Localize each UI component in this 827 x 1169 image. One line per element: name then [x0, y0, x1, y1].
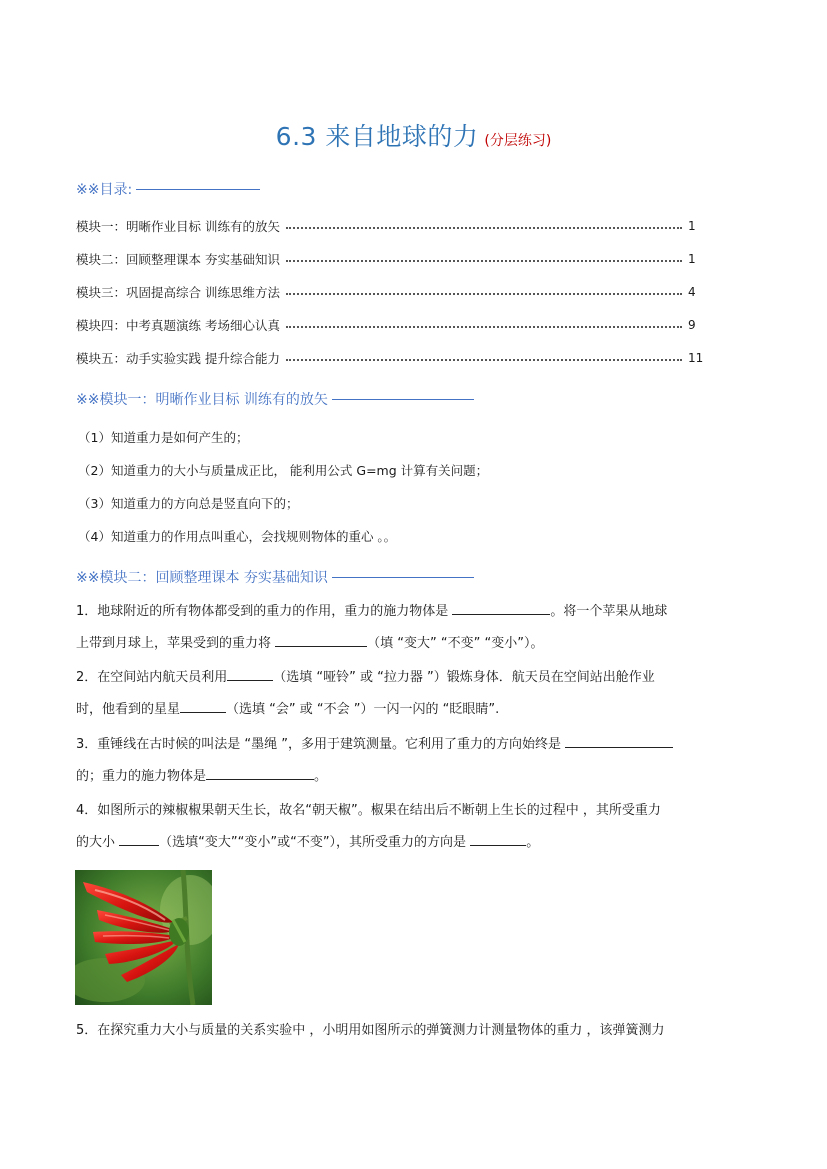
question-text: 2．在空间站内航天员利用 [76, 670, 228, 685]
chili-pepper-illustration [75, 870, 212, 1005]
toc-item-page: 1 [688, 252, 696, 266]
objective-item: （3）知道重力的方向总是竖直向下的； [78, 496, 299, 511]
answer-blank[interactable] [452, 600, 550, 615]
question-text: 。 [314, 769, 328, 784]
question-text: 的；重力的施力物体是 [76, 769, 207, 784]
chili-pepper-image [75, 870, 212, 1005]
toc-item[interactable] [76, 315, 706, 335]
question-text: （填 “变大” “不变” “变小”）。 [367, 636, 544, 651]
toc-item-label: 模块二：回顾整理课本 夯实基础知识 [76, 252, 280, 267]
question-text: （选填 “哑铃” 或 “拉力器 ”）锻炼身体．航天员在空间站出舱作业 [273, 670, 655, 685]
toc-item-page: 1 [688, 219, 696, 233]
question-5 [76, 1015, 756, 1047]
question-4 [76, 795, 756, 859]
toc-heading-text: ※※目录: [76, 182, 133, 198]
answer-blank[interactable] [119, 831, 159, 846]
answer-blank[interactable] [180, 698, 226, 713]
toc-leader-dots [286, 359, 682, 361]
question-1 [76, 596, 756, 660]
question-text: 4．如图所示的辣椒椒果朝天生长，故名“朝天椒”。椒果在结出后不断朝上生长的过程中 ，其所受重力 [76, 803, 661, 818]
module2-heading [76, 567, 474, 587]
answer-blank[interactable] [227, 666, 273, 681]
question-text: 3．重锤线在古时候的叫法是 “墨绳 ”，多用于建筑测量。它利用了重力的方向始终是 [76, 737, 562, 752]
toc-leader-dots [286, 326, 682, 328]
question-text: 5．在探究重力大小与质量的关系实验中 ，小明用如图所示的弹簧测力计测量物体的重力 ，该弹簧测力 [76, 1023, 665, 1038]
question-3 [76, 729, 756, 793]
toc-item-page: 4 [688, 285, 696, 299]
toc-item-label: 模块五：动手实验实践 提升综合能力 [76, 351, 280, 366]
toc-leader-dots [286, 260, 682, 262]
title-subtitle: (分层练习) [484, 133, 552, 149]
answer-blank[interactable] [206, 765, 314, 780]
toc-item[interactable] [76, 216, 706, 236]
toc-heading-rule [136, 189, 260, 190]
objective-item: （1）知道重力是如何产生的； [78, 430, 249, 445]
module1-heading [76, 389, 474, 409]
toc-item-label: 模块三：巩固提高综合 训练思维方法 [76, 285, 280, 300]
toc-item-label: 模块一：明晰作业目标 训练有的放矢 [76, 219, 280, 234]
toc-heading [76, 179, 260, 199]
question-text: 时，他看到的星星 [76, 702, 181, 717]
toc-item[interactable] [76, 282, 706, 302]
question-2 [76, 662, 756, 726]
module1-heading-text: ※※模块一：明晰作业目标 训练有的放矢 [76, 392, 328, 408]
toc-item-page: 11 [688, 351, 704, 365]
question-text: 的大小 [76, 835, 120, 850]
toc-leader-dots [286, 293, 682, 295]
answer-blank[interactable] [565, 733, 673, 748]
question-text: 。将一个苹果从地球 [550, 604, 668, 619]
toc-item-page: 9 [688, 318, 696, 332]
question-text: 。 [526, 835, 540, 850]
answer-blank[interactable] [470, 831, 526, 846]
answer-blank[interactable] [275, 632, 367, 647]
toc-item-label: 模块四：中考真题演练 考场细心认真 [76, 318, 280, 333]
objective-item: （4）知道重力的作用点叫重心，会找规则物体的重心 。。 [78, 529, 397, 544]
question-text: 1．地球附近的所有物体都受到的重力的作用，重力的施力物体是 [76, 604, 449, 619]
question-text: （选填 “会” 或 “不会 ”）一闪一闪的 “眨眼睛”. [226, 702, 500, 717]
question-text: （选填“变大”“变小”或“不变”），其所受重力的方向是 [159, 835, 471, 850]
page-title [0, 117, 827, 153]
module2-heading-text: ※※模块二：回顾整理课本 夯实基础知识 [76, 570, 328, 586]
toc-item[interactable] [76, 249, 706, 269]
objective-item: （2）知道重力的大小与质量成正比， 能利用公式 G=mg 计算有关问题； [78, 463, 489, 478]
toc-item[interactable] [76, 348, 706, 368]
title-main: 6.3 来自地球的力 [275, 122, 479, 151]
toc-leader-dots [286, 227, 682, 229]
question-text: 上带到月球上，苹果受到的重力将 [76, 636, 272, 651]
module2-heading-rule [332, 577, 474, 578]
module1-heading-rule [332, 399, 474, 400]
